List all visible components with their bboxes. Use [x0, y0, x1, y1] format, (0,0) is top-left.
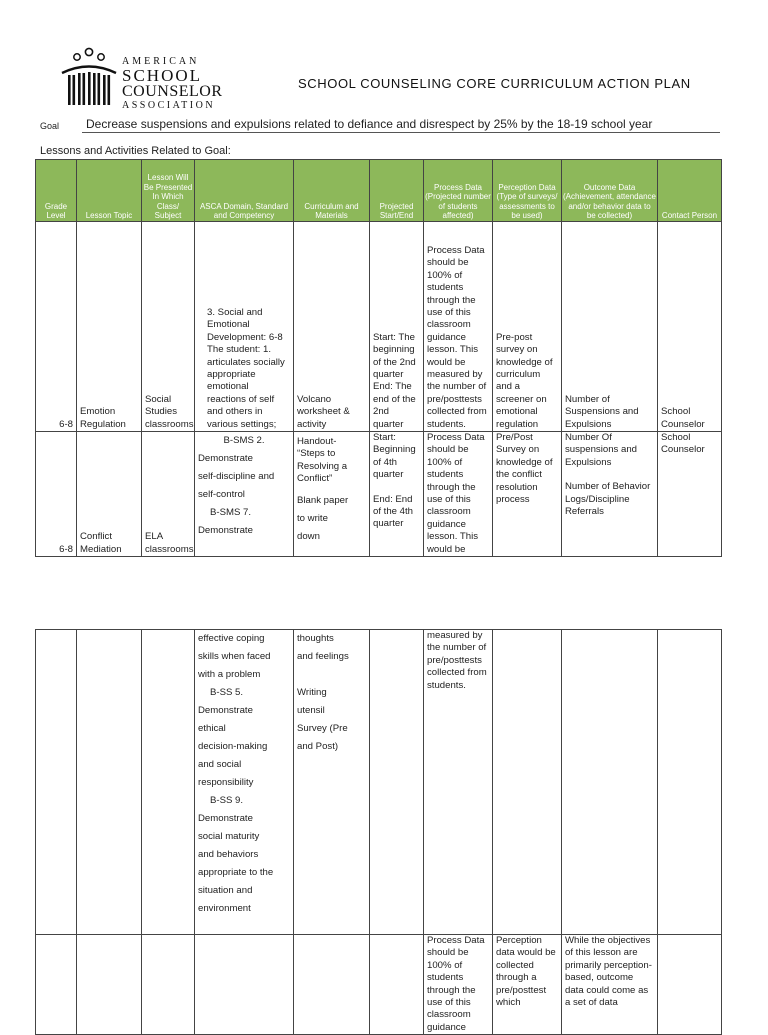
header-grade-level: Grade Level	[36, 160, 77, 222]
cell-class: ELA classrooms	[142, 432, 195, 557]
lessons-label: Lessons and Activities Related to Goal:	[40, 145, 231, 157]
cell-topic: Emotion Regulation	[77, 222, 142, 432]
goal-underline	[82, 132, 720, 133]
asca-line: B-SS 5.	[210, 687, 244, 698]
table-row	[36, 432, 722, 557]
header-projected-start-end: Projected Start/End	[370, 160, 424, 222]
cell-materials: Volcano worksheet & activity	[294, 222, 370, 432]
asca-line: effective coping	[198, 633, 265, 644]
cell-contact: School Counselor	[658, 432, 722, 557]
asca-line: social maturity	[198, 831, 260, 842]
cell-grade: 6-8	[36, 222, 77, 432]
cell-grade: 6-8	[36, 432, 77, 557]
cell-outcome: Number of Suspensions and Expulsions	[562, 222, 658, 432]
materials-line: Survey (Pre	[297, 723, 348, 734]
materials-line: Handout- “Steps to Resolving a Conflict”	[297, 436, 348, 485]
header-asca-domain: ASCA Domain, Standard and Competency	[195, 160, 294, 222]
cell-process: Process Data should be 100% of students through the use of this classroom guidance lesson. This would be measured by the number of pre/posttests collected from students.	[424, 222, 493, 432]
table-header-row	[36, 160, 722, 222]
asca-line: environment	[198, 903, 251, 914]
header-perception-data: Perception Data (Type of surveys/ assessments to be used)	[493, 160, 562, 222]
asca-line: decision-making	[198, 741, 268, 752]
logo-line-counselor: COUNSELOR	[122, 83, 223, 100]
asca-line: Demonstrate	[198, 705, 253, 716]
materials-line: and Post)	[297, 741, 339, 752]
materials-line: to write	[297, 512, 328, 524]
cell-perception: Pre-post survey on knowledge of curriculum and a screener on emotional regulation	[493, 222, 562, 432]
cell-process: measured by the number of pre/posttests collected from students.	[424, 630, 493, 935]
asca-line: with a problem	[198, 669, 261, 680]
cell-class	[142, 935, 195, 1035]
asca-line: B-SS 9.	[210, 795, 244, 806]
materials-line: Writing	[297, 687, 327, 698]
materials-line: and feelings	[297, 651, 349, 662]
cell-asca	[195, 432, 294, 557]
cell-materials	[294, 935, 370, 1035]
start-text: Start: Beginning of 4th quarter	[373, 432, 416, 481]
cell-outcome	[562, 630, 658, 935]
asca-logo	[60, 46, 223, 111]
cell-contact	[658, 935, 722, 1035]
cell-outcome	[562, 432, 658, 557]
asca-figures-icon	[60, 46, 118, 110]
header-contact-person: Contact Person	[658, 160, 722, 222]
end-text: End: End of the 4th quarter	[373, 493, 414, 530]
materials-line: Blank paper	[297, 494, 349, 506]
asca-line: appropriate to the	[198, 867, 274, 878]
logo-wordmark	[122, 56, 222, 112]
cell-perception: Perception data would be collected through a pre/posttest which	[493, 935, 562, 1035]
action-plan-table-continued	[35, 629, 722, 1035]
logo-line-association: ASSOCIATION	[122, 100, 216, 111]
materials-line: thoughts	[297, 633, 334, 644]
cell-process: Process Data should be 100% of students through the use of this classroom guidance	[424, 935, 493, 1035]
asca-line: responsibility	[198, 777, 254, 788]
cell-grade	[36, 630, 77, 935]
cell-class: Social Studies classrooms	[142, 222, 195, 432]
asca-line: B-SMS 7.	[210, 507, 252, 518]
action-plan-table	[35, 159, 722, 557]
cell-start-end: Start: The beginning of the 2nd quarter End: The end of the 2nd quarter	[370, 222, 424, 432]
cell-start-end	[370, 630, 424, 935]
materials-line: down	[297, 530, 320, 542]
cell-class	[142, 630, 195, 935]
asca-line: Demonstrate	[198, 813, 253, 824]
cell-materials	[294, 630, 370, 935]
asca-line: and social	[198, 759, 242, 770]
outcome-text: Number of Behavior Logs/Discipline Referrals	[565, 481, 651, 518]
header-lesson-topic: Lesson Topic	[77, 160, 142, 222]
table-row	[36, 935, 722, 1035]
cell-perception	[493, 630, 562, 935]
asca-line: B-SMS 2.	[223, 435, 265, 446]
goal-text: Decrease suspensions and expulsions related to defiance and disrespect by 25% by the 18-19 school year	[86, 117, 653, 131]
header-process-data: Process Data (Projected number of students affected)	[424, 160, 493, 222]
goal-label: Goal	[40, 121, 60, 131]
outcome-text: Number Of suspensions and Expulsions	[565, 432, 638, 468]
materials-line	[297, 666, 366, 684]
cell-topic	[77, 935, 142, 1035]
asca-line: Demonstrate	[198, 525, 253, 536]
cell-asca	[195, 935, 294, 1035]
asca-line: situation and	[198, 885, 253, 896]
logo-line-american: AMERICAN	[122, 56, 200, 67]
table-row	[36, 630, 722, 935]
header-curriculum-materials: Curriculum and Materials	[294, 160, 370, 222]
cell-grade	[36, 935, 77, 1035]
asca-line: self-discipline and	[198, 471, 275, 482]
asca-line: Demonstrate	[198, 453, 253, 464]
asca-line: skills when faced	[198, 651, 271, 662]
cell-topic: Conflict Mediation	[77, 432, 142, 557]
cell-start-end	[370, 935, 424, 1035]
cell-outcome: While the objectives of this lesson are primarily perception-based, outcome data could come as a set of data	[562, 935, 658, 1035]
logo-line-school: SCHOOL	[122, 66, 203, 85]
asca-line: self-control	[198, 489, 245, 500]
cell-start-end	[370, 432, 424, 557]
cell-materials	[294, 432, 370, 557]
asca-line: ethical	[198, 723, 226, 734]
header-outcome-data: Outcome Data (Achievement, attendance and/or behavior data to be collected)	[562, 160, 658, 222]
table-row	[36, 222, 722, 432]
materials-line: utensil	[297, 705, 325, 716]
page-title: SCHOOL COUNSELING CORE CURRICULUM ACTION PLAN	[298, 76, 691, 91]
cell-process: Process Data should be 100% of students through the use of this classroom guidance lesson. This would be	[424, 432, 493, 557]
header-class-subject: Lesson Will Be Presented In Which Class/ Subject	[142, 160, 195, 222]
cell-contact: School Counselor	[658, 222, 722, 432]
cell-perception: Pre/Post Survey on knowledge of the conflict resolution process	[493, 432, 562, 557]
cell-asca: 3. Social and Emotional Development: 6-8 The student: 1. articulates socially appropriate emotional reactions of self and others in various settings;	[195, 222, 294, 432]
asca-line: and behaviors	[198, 849, 259, 860]
cell-contact	[658, 630, 722, 935]
cell-topic	[77, 630, 142, 935]
cell-asca	[195, 630, 294, 935]
